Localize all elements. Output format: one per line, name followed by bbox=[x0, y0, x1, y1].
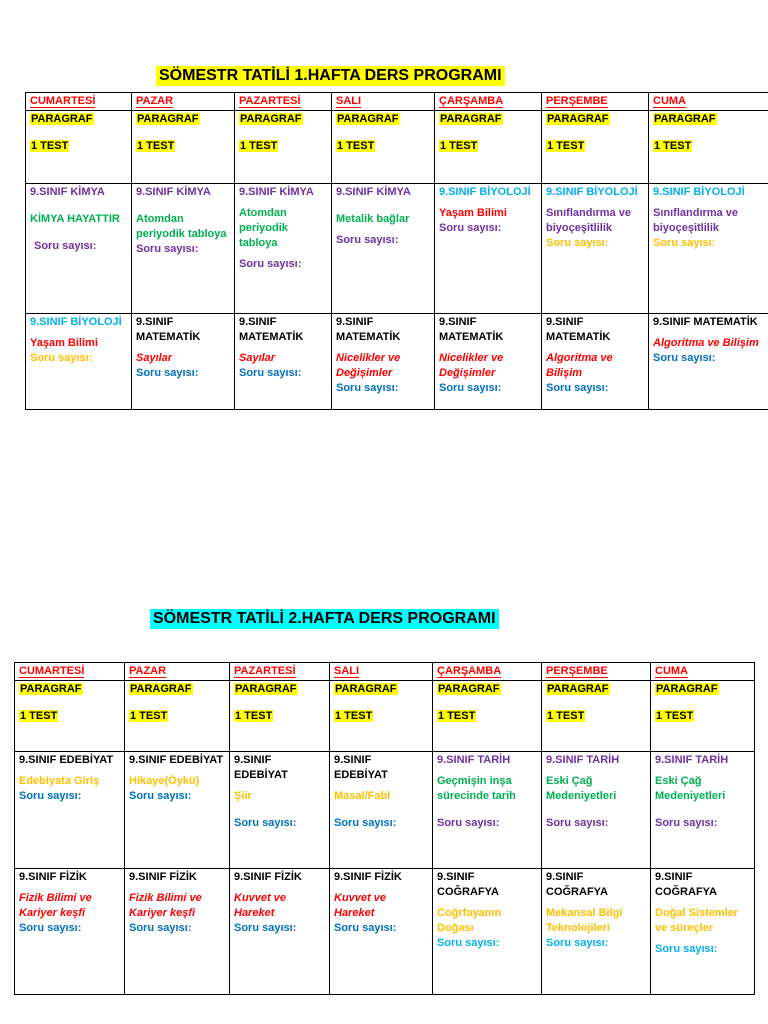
subject-title: 9.SINIF MATEMATİK bbox=[546, 316, 611, 343]
soru-sayisi: Soru sayısı: bbox=[546, 817, 609, 829]
week2-title: SÖMESTR TATİLİ 2.HAFTA DERS PROGRAMI bbox=[150, 609, 499, 629]
week2-subject-row-2 bbox=[15, 752, 755, 869]
subject-title: 9.SINIF FİZİK bbox=[129, 871, 197, 883]
topic-text: Algoritma ve Bilişim bbox=[546, 352, 613, 379]
subject-cell bbox=[332, 314, 435, 410]
topic-text: Hikaye(Öykü) bbox=[129, 775, 200, 787]
subject-cell bbox=[332, 184, 435, 314]
week1-schedule-table bbox=[25, 92, 768, 410]
paragraf-cell: PARAGRAF 1 TEST bbox=[542, 681, 651, 752]
topic-text: Algoritma ve Bilişim bbox=[653, 337, 759, 349]
topic-text: Masal/Fabl bbox=[334, 790, 391, 802]
paragraf-cell: PARAGRAF 1 TEST bbox=[26, 111, 132, 184]
paragraf-cell: PARAGRAF 1 TEST bbox=[542, 111, 649, 184]
subject-title: 9.SINIF EDEBİYAT bbox=[334, 754, 388, 781]
soru-sayisi: Soru sayısı: bbox=[437, 937, 500, 949]
subject-title: 9.SINIF COĞRAFYA bbox=[437, 871, 499, 898]
soru-sayisi: Soru sayısı: bbox=[19, 790, 82, 802]
topic-text: Mekansal Bilgi Teknolojileri bbox=[546, 907, 623, 934]
day-header: PERŞEMBE bbox=[542, 663, 651, 681]
topic-text: Edebiyata Giriş bbox=[19, 775, 100, 787]
topic-text: Eski Çağ Medeniyetleri bbox=[546, 775, 617, 802]
subject-title: 9.SINIF COĞRAFYA bbox=[655, 871, 717, 898]
soru-sayisi: Soru sayısı: bbox=[336, 382, 399, 394]
paragraf-cell: PARAGRAF 1 TEST bbox=[235, 111, 332, 184]
day-header: PAZAR bbox=[132, 93, 235, 111]
subject-cell bbox=[651, 752, 755, 869]
day-header: CUMA bbox=[649, 93, 768, 111]
day-header: CUMA bbox=[651, 663, 755, 681]
week2-schedule-table bbox=[14, 662, 755, 995]
subject-title: 9.SINIF TARİH bbox=[655, 754, 729, 766]
subject-cell bbox=[15, 869, 125, 995]
week2-subject-row-3 bbox=[15, 869, 755, 995]
day-header: PAZARTESİ bbox=[235, 93, 332, 111]
subject-title: 9.SINIF KİMYA bbox=[336, 186, 411, 198]
soru-sayisi: Soru sayısı: bbox=[34, 240, 97, 252]
day-header: SALI bbox=[332, 93, 435, 111]
day-header: ÇARŞAMBA bbox=[435, 93, 542, 111]
week2-day-header-row bbox=[15, 663, 755, 681]
soru-sayisi: Soru sayısı: bbox=[655, 817, 718, 829]
paragraf-cell: PARAGRAF 1 TEST bbox=[132, 111, 235, 184]
topic-text: Geçmişin inşa sürecinde tarih bbox=[437, 775, 516, 802]
topic-text: Nicelikler ve Değişimler bbox=[439, 352, 504, 379]
topic-text: Coğrfayanın Doğası bbox=[437, 907, 502, 934]
paragraf-cell: PARAGRAF 1 TEST bbox=[332, 111, 435, 184]
soru-sayisi: Soru sayısı: bbox=[334, 817, 397, 829]
paragraf-cell: PARAGRAF 1 TEST bbox=[435, 111, 542, 184]
soru-sayisi: Soru sayısı: bbox=[546, 382, 609, 394]
topic-text: Sınıflandırma ve biyoçeşitlilik bbox=[546, 207, 631, 234]
subject-cell bbox=[125, 869, 230, 995]
subject-title: 9.SINIF KİMYA bbox=[239, 186, 314, 198]
day-header: SALI bbox=[330, 663, 433, 681]
subject-title: 9.SINIF MATEMATİK bbox=[439, 316, 504, 343]
topic-text: Sayılar bbox=[239, 352, 276, 364]
soru-sayisi: Soru sayısı: bbox=[239, 367, 302, 379]
week1-day-header-row bbox=[26, 93, 768, 111]
subject-cell bbox=[433, 752, 542, 869]
paragraf-cell: PARAGRAF 1 TEST bbox=[433, 681, 542, 752]
topic-text: KİMYA HAYATTIR bbox=[30, 213, 120, 225]
subject-title: 9.SINIF KİMYA bbox=[136, 186, 211, 198]
soru-sayisi: Soru sayısı: bbox=[336, 234, 399, 246]
subject-title: 9.SINIF FİZİK bbox=[234, 871, 302, 883]
subject-title: 9.SINIF FİZİK bbox=[19, 871, 87, 883]
topic-text: Kuvvet ve Hareket bbox=[334, 892, 386, 919]
soru-sayisi: Soru sayısı: bbox=[136, 243, 199, 255]
subject-cell bbox=[435, 314, 542, 410]
soru-sayisi: Soru sayısı: bbox=[653, 352, 716, 364]
soru-sayisi: Soru sayısı: bbox=[239, 258, 302, 270]
subject-title: 9.SINIF BİYOLOJİ bbox=[30, 316, 122, 328]
subject-title: 9.SINIF FİZİK bbox=[334, 871, 402, 883]
topic-text: Doğal Sistemler ve süreçler bbox=[655, 907, 739, 934]
subject-cell bbox=[125, 752, 230, 869]
subject-cell bbox=[651, 869, 755, 995]
subject-cell bbox=[235, 314, 332, 410]
day-header: PAZARTESİ bbox=[230, 663, 330, 681]
subject-title: 9.SINIF TARİH bbox=[546, 754, 620, 766]
subject-cell bbox=[649, 314, 768, 410]
soru-sayisi: Soru sayısı: bbox=[129, 922, 192, 934]
subject-cell bbox=[542, 314, 649, 410]
subject-cell bbox=[542, 184, 649, 314]
subject-cell bbox=[15, 752, 125, 869]
subject-title: 9.SINIF BİYOLOJİ bbox=[653, 186, 745, 198]
subject-title: 9.SINIF MATEMATİK bbox=[136, 316, 201, 343]
topic-text: Metalik bağlar bbox=[336, 213, 410, 225]
subject-cell bbox=[435, 184, 542, 314]
subject-title: 9.SINIF MATEMATİK bbox=[336, 316, 401, 343]
day-header: CUMARTESİ bbox=[26, 93, 132, 111]
soru-sayisi: Soru sayısı: bbox=[19, 922, 82, 934]
subject-cell bbox=[132, 314, 235, 410]
paragraf-cell: PARAGRAF 1 TEST bbox=[15, 681, 125, 752]
soru-sayisi: Soru sayısı: bbox=[129, 790, 192, 802]
subject-cell bbox=[649, 184, 768, 314]
day-header: CUMARTESİ bbox=[15, 663, 125, 681]
soru-sayisi: Soru sayısı: bbox=[655, 943, 718, 955]
subject-title: 9.SINIF BİYOLOJİ bbox=[546, 186, 638, 198]
subject-title: 9.SINIF MATEMATİK bbox=[239, 316, 304, 343]
subject-title: 9.SINIF MATEMATİK bbox=[653, 316, 758, 328]
subject-cell bbox=[330, 869, 433, 995]
subject-title: 9.SINIF KİMYA bbox=[30, 186, 105, 198]
soru-sayisi: Soru sayısı: bbox=[136, 367, 199, 379]
soru-sayisi: Soru sayısı: bbox=[439, 222, 502, 234]
soru-sayisi: Soru sayısı: bbox=[437, 817, 500, 829]
day-header: PAZAR bbox=[125, 663, 230, 681]
paragraf-cell: PARAGRAF 1 TEST bbox=[125, 681, 230, 752]
paragraf-cell: PARAGRAF 1 TEST bbox=[330, 681, 433, 752]
topic-text: Nicelikler ve Değişimler bbox=[336, 352, 401, 379]
subject-title: 9.SINIF TARİH bbox=[437, 754, 511, 766]
day-header: PERŞEMBE bbox=[542, 93, 649, 111]
subject-cell bbox=[330, 752, 433, 869]
soru-sayisi: Soru sayısı: bbox=[30, 352, 93, 364]
subject-cell bbox=[433, 869, 542, 995]
soru-sayisi: Soru sayısı: bbox=[439, 382, 502, 394]
topic-text: Yaşam Bilimi bbox=[439, 207, 507, 219]
week1-paragraf-row bbox=[26, 111, 768, 184]
subject-cell bbox=[542, 869, 651, 995]
subject-cell bbox=[230, 752, 330, 869]
soru-sayisi: Soru sayısı: bbox=[334, 922, 397, 934]
topic-text: Eski Çağ Medeniyetleri bbox=[655, 775, 726, 802]
soru-sayisi: Soru sayısı: bbox=[234, 817, 297, 829]
paragraf-cell: PARAGRAF 1 TEST bbox=[651, 681, 755, 752]
topic-text: Fizik Bilimi ve Kariyer keşfi bbox=[129, 892, 202, 919]
day-header: ÇARŞAMBA bbox=[433, 663, 542, 681]
subject-cell bbox=[132, 184, 235, 314]
subject-cell bbox=[542, 752, 651, 869]
subject-title: 9.SINIF EDEBİYAT bbox=[234, 754, 288, 781]
subject-title: 9.SINIF EDEBİYAT bbox=[19, 754, 114, 766]
week1-title: SÖMESTR TATİLİ 1.HAFTA DERS PROGRAMI bbox=[156, 66, 505, 86]
topic-text: Sayılar bbox=[136, 352, 173, 364]
week1-subject-row-3 bbox=[26, 314, 768, 410]
week1-subject-row-2 bbox=[26, 184, 768, 314]
soru-sayisi: Soru sayısı: bbox=[546, 937, 609, 949]
subject-cell bbox=[235, 184, 332, 314]
topic-text: Atomdan periyodik tabloya bbox=[239, 207, 288, 249]
paragraf-cell: PARAGRAF 1 TEST bbox=[649, 111, 768, 184]
topic-text: Atomdan periyodik tabloya bbox=[136, 213, 227, 240]
topic-text: Yaşam Bilimi bbox=[30, 337, 98, 349]
soru-sayisi: Soru sayısı: bbox=[653, 237, 716, 249]
subject-title: 9.SINIF EDEBİYAT bbox=[129, 754, 224, 766]
topic-text: Şiir bbox=[234, 790, 252, 802]
subject-title: 9.SINIF COĞRAFYA bbox=[546, 871, 608, 898]
subject-cell bbox=[26, 184, 132, 314]
subject-cell bbox=[230, 869, 330, 995]
subject-cell bbox=[26, 314, 132, 410]
topic-text: Sınıflandırma ve biyoçeşitlilik bbox=[653, 207, 738, 234]
soru-sayisi: Soru sayısı: bbox=[546, 237, 609, 249]
subject-title: 9.SINIF BİYOLOJİ bbox=[439, 186, 531, 198]
paragraf-cell: PARAGRAF 1 TEST bbox=[230, 681, 330, 752]
soru-sayisi: Soru sayısı: bbox=[234, 922, 297, 934]
topic-text: Kuvvet ve Hareket bbox=[234, 892, 286, 919]
topic-text: Fizik Bilimi ve Kariyer keşfi bbox=[19, 892, 92, 919]
week2-paragraf-row bbox=[15, 681, 755, 752]
